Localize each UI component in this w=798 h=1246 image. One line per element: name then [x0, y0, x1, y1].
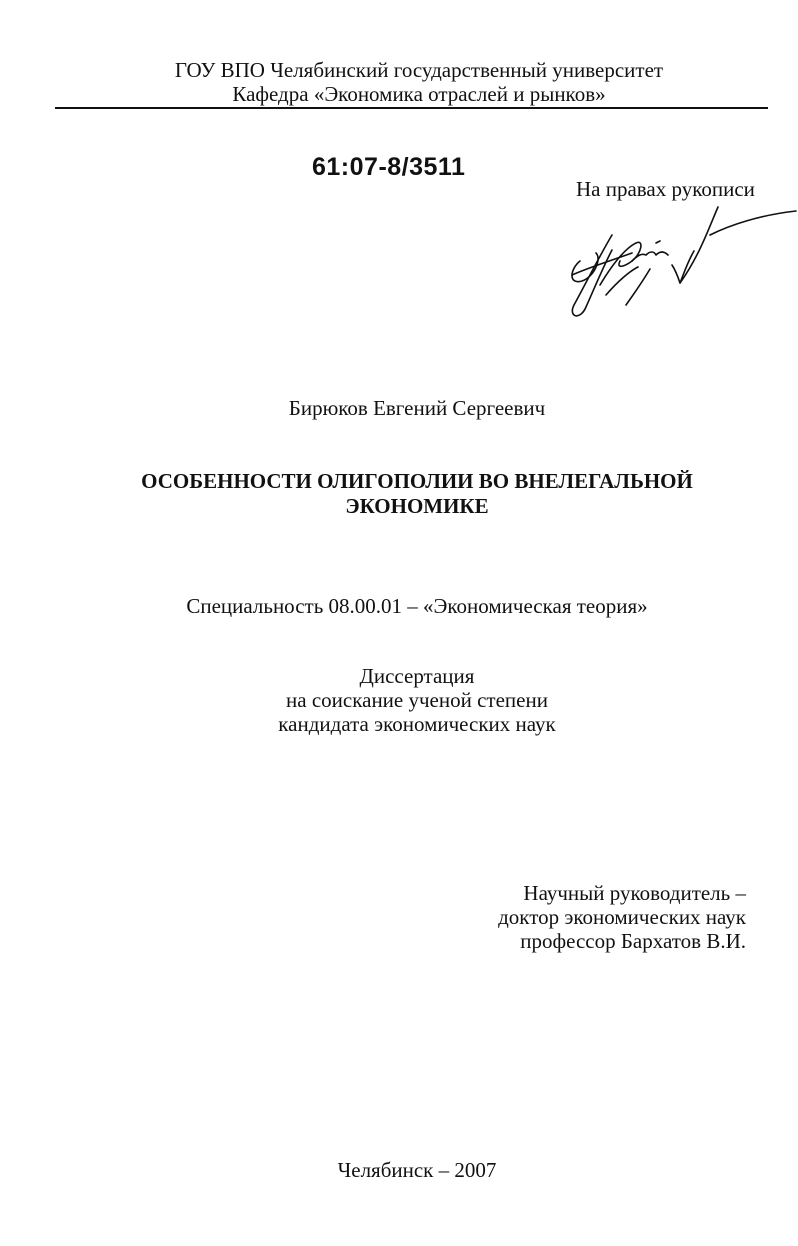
- dissertation-title-line-1: ОСОБЕННОСТИ ОЛИГОПОЛИИ ВО ВНЕЛЕГАЛЬНОЙ: [141, 469, 693, 493]
- institution-name: ГОУ ВПО Челябинский государственный университет: [174, 58, 664, 82]
- author-name: Бирюков Евгений Сергеевич: [288, 396, 546, 420]
- specialty: Специальность 08.00.01 – «Экономическая теория»: [186, 594, 648, 618]
- advisor-name: профессор Бархатов В.И.: [520, 929, 746, 953]
- manuscript-rights-label: На правах рукописи: [576, 177, 755, 201]
- advisor-role: Научный руководитель –: [523, 881, 746, 905]
- header-divider: [55, 107, 768, 109]
- city-year: Челябинск – 2007: [337, 1158, 497, 1182]
- advisor-degree: доктор экономических наук: [498, 905, 746, 929]
- department-name: Кафедра «Экономика отраслей и рынков»: [232, 82, 606, 106]
- dissertation-label: Диссертация: [359, 664, 475, 688]
- degree-name: кандидата экономических наук: [278, 712, 556, 736]
- signature-icon: [560, 195, 798, 330]
- dissertation-title-line-2: ЭКОНОМИКЕ: [345, 494, 489, 518]
- degree-purpose: на соискание ученой степени: [286, 688, 548, 712]
- catalog-code: 61:07-8/3511: [312, 153, 466, 181]
